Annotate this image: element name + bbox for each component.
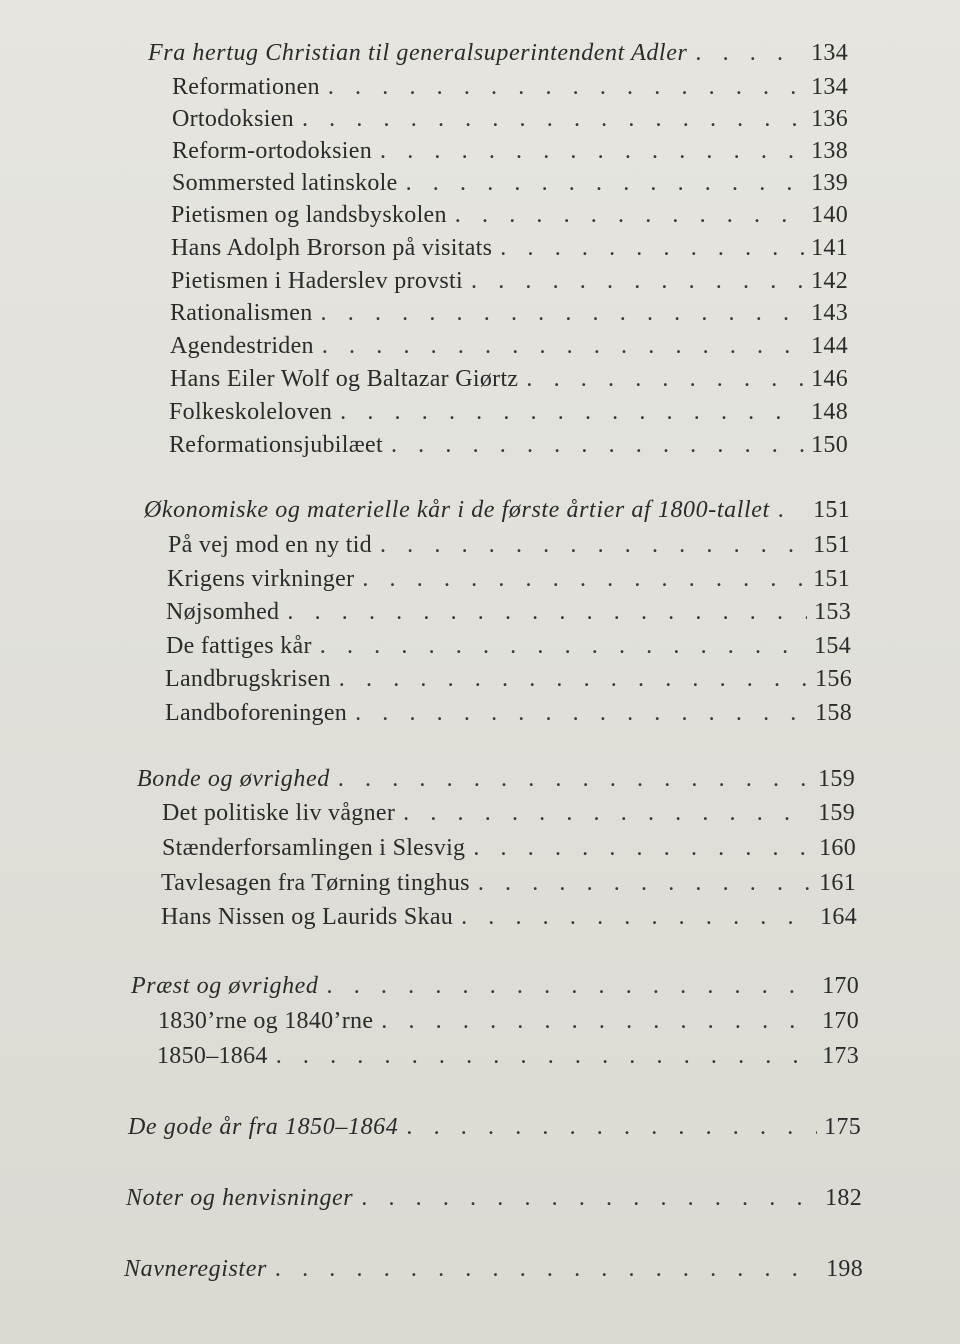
toc-entry-title: Nøjsomhed	[166, 599, 280, 625]
toc-page-number: 146	[811, 366, 848, 392]
toc-entry	[172, 134, 848, 168]
dot-leader	[314, 329, 804, 363]
dot-leader	[492, 231, 804, 265]
dot-leader	[279, 595, 807, 629]
toc-entry	[161, 900, 857, 934]
dot-leader	[372, 134, 804, 168]
toc-entry	[158, 1004, 859, 1038]
toc-entry-title: Reformationsjubilæet	[169, 432, 383, 458]
dot-leader	[372, 528, 806, 562]
toc-entry	[171, 264, 848, 298]
toc-entry-title: Agendestriden	[170, 333, 314, 359]
toc-section-title: Økonomiske og materielle kår i de første årtier af 1800-tallet	[144, 497, 770, 523]
toc-entry	[161, 866, 856, 900]
toc-entry-title: Tavlesagen fra Tørning tinghus	[161, 870, 470, 896]
toc-entry-title: 1830’rne og 1840’rne	[158, 1008, 374, 1034]
toc-page-number: 151	[813, 497, 850, 523]
toc-entry-title: Pietismen og landsbyskolen	[171, 202, 447, 228]
toc-page-number: 150	[811, 432, 848, 458]
dot-leader	[331, 662, 808, 696]
dot-leader	[319, 969, 815, 1003]
toc-page-number: 160	[819, 835, 856, 861]
toc-entry-title: Ortodoksien	[172, 106, 294, 132]
toc-page-number: 164	[820, 904, 857, 930]
toc-entry-title: Landboforeningen	[165, 700, 348, 726]
toc-entry	[168, 528, 850, 562]
toc-entry	[167, 562, 850, 596]
dot-leader	[294, 102, 804, 136]
toc-entry	[172, 70, 848, 104]
toc-page-number: 198	[826, 1256, 863, 1282]
toc-entry	[157, 1039, 859, 1073]
toc-page-number: 170	[822, 973, 859, 999]
toc-section-title: Præst og øvrighed	[131, 973, 319, 999]
toc-page-number: 151	[813, 566, 850, 592]
toc-section-title: De gode år fra 1850–1864	[128, 1114, 399, 1140]
toc-section-title: Fra hertug Christian til generalsuperintendent Adler	[148, 40, 688, 66]
dot-leader	[470, 866, 812, 900]
toc-section-title: Bonde og øvrighed	[137, 766, 330, 792]
toc-entry-title: Pietismen i Haderslev provsti	[171, 268, 463, 294]
dot-leader	[447, 198, 804, 232]
toc-page-number: 175	[824, 1114, 861, 1140]
dot-leader	[347, 696, 808, 730]
toc-entry	[171, 231, 848, 265]
dot-leader	[313, 296, 804, 330]
toc-section-heading	[128, 1110, 861, 1144]
toc-entry	[171, 198, 848, 232]
toc-entry	[172, 166, 848, 200]
dot-leader	[453, 900, 813, 934]
dot-leader	[268, 1039, 815, 1073]
toc-entry	[166, 629, 851, 663]
dot-leader	[463, 264, 804, 298]
dot-leader	[267, 1252, 819, 1286]
toc-entry	[172, 102, 848, 136]
toc-page-number: 134	[811, 40, 848, 66]
toc-section-heading	[148, 36, 848, 70]
toc-page-number: 158	[815, 700, 852, 726]
dot-leader	[332, 395, 804, 429]
dot-leader	[312, 629, 807, 663]
toc-entry	[162, 831, 856, 865]
dot-leader	[770, 493, 806, 527]
toc-page-number: 148	[811, 399, 848, 425]
toc-entry-title: Folkeskoleloven	[169, 399, 333, 425]
toc-entry	[165, 696, 852, 730]
toc-entry-title: Landbrugskrisen	[165, 666, 331, 692]
dot-leader	[373, 1004, 815, 1038]
dot-leader	[398, 166, 804, 200]
toc-page-number: 151	[813, 532, 850, 558]
dot-leader	[518, 362, 804, 396]
toc-page-number: 134	[811, 74, 848, 100]
toc-entry-title: Rationalismen	[170, 300, 313, 326]
dot-leader	[395, 796, 811, 830]
toc-page-number: 159	[818, 800, 855, 826]
dot-leader	[330, 762, 811, 796]
toc-section-heading	[126, 1181, 862, 1215]
toc-section-heading	[124, 1252, 863, 1286]
toc-entry-title: Reform-ortodoksien	[172, 138, 373, 164]
toc-page-number: 141	[811, 235, 848, 261]
toc-entry-title: På vej mod en ny tid	[168, 532, 372, 558]
toc-page-number: 139	[811, 170, 848, 196]
toc-entry	[170, 329, 848, 363]
toc-entry	[170, 362, 848, 396]
dot-leader	[320, 70, 804, 104]
toc-page-number: 140	[811, 202, 848, 228]
toc-page-number: 173	[822, 1043, 859, 1069]
toc-page-number: 170	[822, 1008, 859, 1034]
toc-page-number: 159	[818, 766, 855, 792]
toc-page-number: 182	[825, 1185, 862, 1211]
toc-entry-title: Det politiske liv vågner	[162, 800, 396, 826]
toc-page-number: 144	[811, 333, 848, 359]
dot-leader	[353, 1181, 818, 1215]
toc-section-heading	[137, 762, 855, 796]
toc-entry-title: 1850–1864	[157, 1043, 268, 1069]
toc-page-number: 156	[815, 666, 852, 692]
toc-entry-title: Reformationen	[172, 74, 320, 100]
toc-page-number: 161	[819, 870, 856, 896]
toc-entry	[162, 796, 855, 830]
toc-entry-title: Sommersted latinskole	[172, 170, 398, 196]
toc-page-number: 138	[811, 138, 848, 164]
dot-leader	[354, 562, 806, 596]
toc-entry	[165, 662, 852, 696]
dot-leader	[465, 831, 812, 865]
toc-section-title: Navneregister	[124, 1256, 267, 1282]
toc-page-number: 153	[814, 599, 851, 625]
toc-entry	[169, 395, 848, 429]
dot-leader	[383, 428, 804, 462]
toc-entry-title: Krigens virkninger	[167, 566, 355, 592]
dot-leader	[398, 1110, 817, 1144]
toc-entry-title: Hans Nissen og Laurids Skau	[161, 904, 454, 930]
toc-entry-title: De fattiges kår	[166, 633, 312, 659]
toc-entry	[170, 296, 848, 330]
toc-section-heading	[144, 493, 850, 527]
toc-entry-title: Stænderforsamlingen i Slesvig	[162, 835, 466, 861]
toc-entry	[169, 428, 848, 462]
toc-entry	[166, 595, 851, 629]
toc-page-number: 142	[811, 268, 848, 294]
toc-entry-title: Hans Adolph Brorson på visitats	[171, 235, 493, 261]
toc-page-number: 136	[811, 106, 848, 132]
toc-entry-title: Hans Eiler Wolf og Baltazar Giørtz	[170, 366, 519, 392]
dot-leader	[687, 36, 804, 70]
toc-page-number: 143	[811, 300, 848, 326]
toc-page-number: 154	[814, 633, 851, 659]
toc-section-title: Noter og henvisninger	[126, 1185, 354, 1211]
toc-section-heading	[131, 969, 859, 1003]
